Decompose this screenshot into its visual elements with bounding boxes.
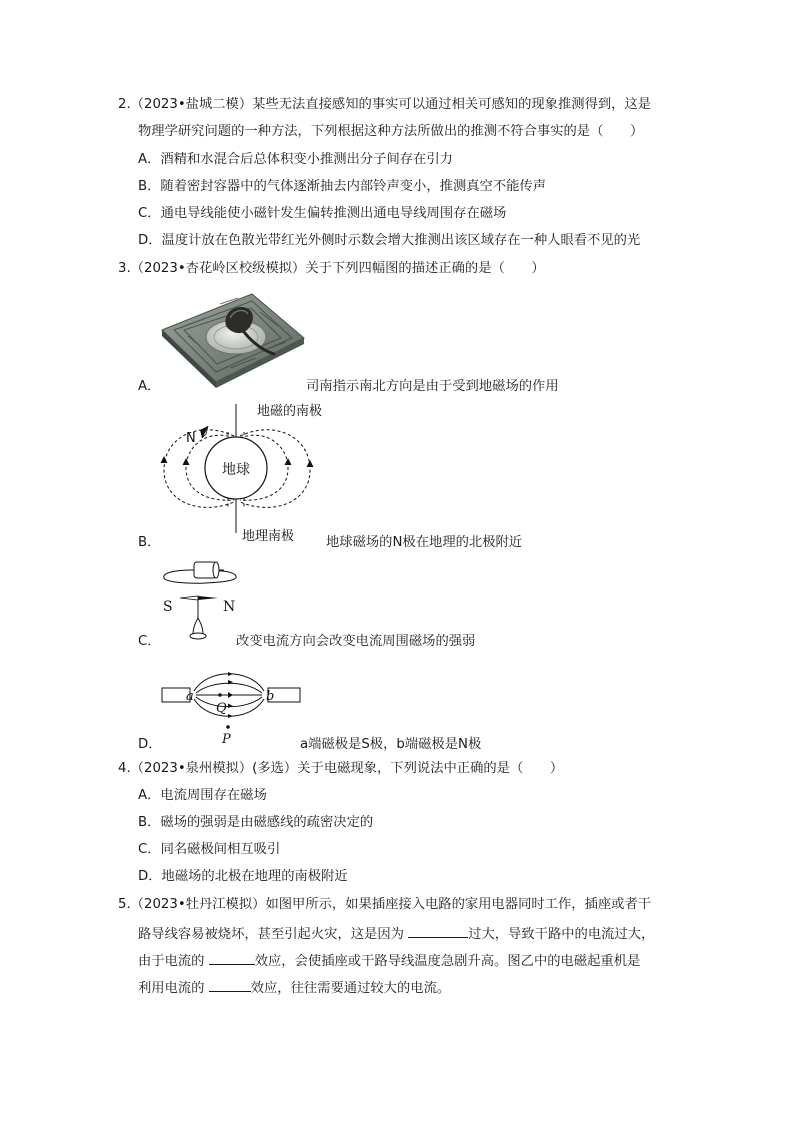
q3-option-b-text: 地球磁场的N极在地理的北极附近: [326, 535, 523, 550]
q5-stem-line4: [138, 977, 450, 998]
q3-option-d-letter: D．: [138, 737, 162, 752]
q4-option-a: A．电流周围存在磁场: [138, 788, 267, 803]
q5-line4-start: 利用电流的: [138, 981, 209, 996]
q5-line3-start: 由于电流的: [138, 954, 209, 969]
q4-option-c: C．同名磁极间相互吸引: [138, 842, 281, 857]
q2-stem-line1: 2.（2023•盐城二模）某些无法直接感知的事实可以通过相关可感知的现象推测得到，这是: [118, 97, 652, 112]
q3-option-d-text: a端磁极是S极，b端磁极是N极: [300, 737, 482, 752]
q3-option-b-letter: B．: [138, 535, 161, 550]
q5-blank-3[interactable]: [209, 977, 251, 992]
q5-stem-line3: [138, 950, 640, 971]
magnetic-needle-icon: [180, 596, 218, 639]
q5-line4-end: 效应，往往需要通过较大的电流。: [250, 981, 451, 996]
q5-stem-line1: 5.（2023•牡丹江模拟）如图甲所示，如果插座接入电路的家用电器同时工作，插座或者干: [118, 897, 652, 912]
compass-n-label: N: [186, 431, 196, 446]
q2-option-b: B．随着密封容器中的气体逐渐抽去内部铃声变小，推测真空不能传声: [138, 179, 547, 194]
point-p-label: P: [222, 732, 231, 747]
q4-option-b: B．磁场的强弱是由磁感线的疏密决定的: [138, 815, 374, 830]
small-compass-needle-icon: [200, 426, 208, 438]
sinan-compass-image: [160, 288, 306, 388]
magnet-b-label: b: [266, 689, 275, 704]
q5-line3-end: 效应，会使插座或干路导线温度急剧升高。图乙中的电磁起重机是: [254, 954, 641, 969]
q2-stem-line2: 物理学研究问题的一种方法，下列根据这种方法所做出的推测不符合事实的是（ ）: [138, 124, 644, 139]
q4-stem: 4.（2023•泉州模拟）(多选）关于电磁现象，下列说法中正确的是（ ）: [118, 761, 564, 776]
needle-n-label: N: [223, 599, 236, 615]
q3-stem: 3.（2023•杏花岭区校级模拟）关于下列四幅图的描述正确的是（ ）: [118, 261, 545, 276]
q3-option-a-letter: A．: [138, 379, 161, 394]
q2-option-d: D．温度计放在色散光带红光外侧时示数会增大推测出该区域存在一种人眼看不见的光: [138, 233, 641, 248]
earth-label: 地球: [222, 462, 250, 478]
magnet-field-lines-diagram: [160, 660, 302, 750]
needle-s-label: S: [163, 599, 173, 615]
earth-magnetic-field-diagram: [150, 398, 330, 546]
q3-option-a-text: 司南指示南北方向是由于受到地磁场的作用: [306, 379, 559, 394]
q3-option-c-text: 改变电流方向会改变电流周围磁场的强弱: [236, 634, 476, 649]
q2-option-c: C．通电导线能使小磁针发生偏转推测出通电导线周围存在磁场: [138, 206, 507, 221]
geomagnetic-south-pole-label: 地磁的南极: [257, 404, 323, 419]
q5-blank-2[interactable]: [209, 950, 255, 965]
point-q-label: Q: [216, 701, 227, 716]
q5-stem-line2: [138, 923, 654, 944]
q5-blank-1[interactable]: [408, 923, 468, 938]
q4-option-d: D．地磁场的北极在地理的南极附近: [138, 869, 348, 884]
q5-line2-start: 路导线容易被烧坏，甚至引起火灾，这是因为: [138, 927, 409, 942]
q5-line2-end: 过大，导致干路中的电流过大，: [468, 927, 655, 942]
q2-option-a: A．酒精和水混合后总体积变小推测出分子间存在引力: [138, 152, 453, 167]
geographic-south-pole-label: 地理南极: [242, 529, 295, 544]
q3-option-c-letter: C．: [138, 634, 161, 649]
magnet-a-label: a: [186, 689, 194, 704]
